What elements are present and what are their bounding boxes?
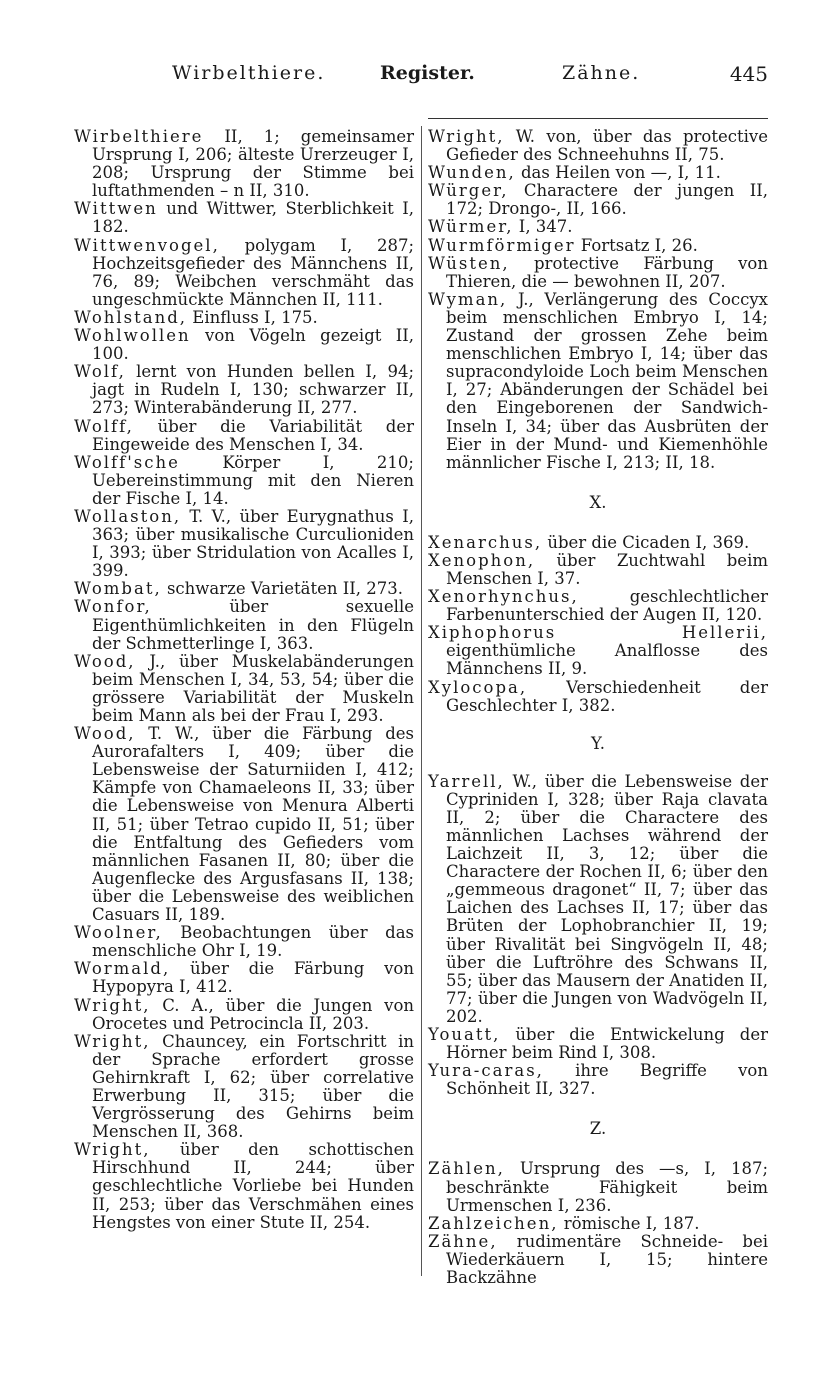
index-entry-text: von Vögeln gezeigt II, 100. xyxy=(92,326,415,364)
index-entry xyxy=(428,1062,768,1098)
header-title: Register. xyxy=(380,62,475,84)
index-entry xyxy=(74,363,414,417)
index-entry-term: Wright, xyxy=(74,1031,151,1051)
index-entry xyxy=(428,1215,768,1233)
entries-x xyxy=(428,534,768,715)
index-entry-term: Wormald, xyxy=(74,959,171,979)
header-right-catchword: Zähne. xyxy=(562,62,641,84)
index-entry-text: schwarze Varietäten II, 273. xyxy=(166,579,404,599)
index-entry-text: polygam I, 287; Hochzeitsgefieder des Männchens II, 76, 89; Weibchen verschmäht das ungeschmückte Männchen II, 111. xyxy=(92,235,415,309)
index-entry xyxy=(74,128,414,200)
index-entry-term: Wüsten, xyxy=(428,253,510,273)
index-entry xyxy=(428,1026,768,1062)
index-entry-text: Chauncey, ein Fortschritt in der Sprache erfordert grosse Gehirnkraft I, 62; über correlative Erwerbung II, 315; über die Vergrösserung des Gehirns beim Menschen II, 368. xyxy=(92,1031,414,1142)
index-entry-term: Wunden, xyxy=(428,163,516,183)
index-entry-text: T. V., über Eurygnathus I, 363; über musikalische Curculioniden I, 393; über Stridulation von Acalles I, 399. xyxy=(92,506,414,581)
index-entry-text: Körper I, 210; Uebereinstimmung mit den Nieren der Fische I, 14. xyxy=(92,452,414,508)
index-entry xyxy=(428,218,768,236)
index-entry xyxy=(74,454,414,508)
index-entry xyxy=(428,679,768,715)
index-entry xyxy=(74,725,414,924)
index-entry-text: rudimentäre Schneide- bei Wiederkäuern I, 15; hintere Backzähne xyxy=(446,1231,768,1287)
index-entry-term: Würmer, xyxy=(428,217,514,237)
index-entry xyxy=(428,291,768,472)
index-entry-text: Ursprung des —s, I, 187; beschränkte Fähigkeit beim Urmenschen I, 236. xyxy=(446,1159,769,1215)
index-entry xyxy=(74,580,414,598)
index-entry-term: Xenarchus, xyxy=(428,532,543,552)
index-entry-text: über sexuelle Eigenthümlichkeiten in den Flügeln der Schmetterlinge I, 363. xyxy=(92,597,414,653)
index-entry xyxy=(74,418,414,454)
index-entry-term: Xenophon, xyxy=(428,550,536,570)
index-entry xyxy=(428,1233,768,1287)
index-entry-text: und Wittwer, Sterblichkeit I, 182. xyxy=(92,199,414,237)
index-entry-term: Wright, xyxy=(428,127,505,146)
section-heading-x: X. xyxy=(589,492,607,512)
index-entry-text: C. A., über die Jungen von Orocetes und Petrocincla II, 203. xyxy=(92,995,415,1033)
index-entry-term: Zähne, xyxy=(428,1231,498,1251)
index-entry-text: eigenthümliche Analflosse des Männchens II, 9. xyxy=(446,641,768,679)
index-entry-term: Yura-caras, xyxy=(428,1061,544,1081)
index-entry xyxy=(428,164,768,182)
index-entry-text: II, 1; gemeinsamer Ursprung I, 206; älteste Urerzeuger I, 208; Ursprung der Stimme bei luftathmenden – n II, 310. xyxy=(92,127,414,201)
index-entry-text: das Heilen von —, I, 11. xyxy=(521,163,721,183)
index-entry-term: Xiphophorus Hellerii, xyxy=(428,623,768,643)
index-entry-text: T. W., über die Färbung des Aurorafalters I, 409; über die Lebensweise der Saturniiden I, 412; Kämpfe von Chamaeleons II, 33; über die Lebensweise von Menura Alberti II, 51; über Tetrao cupido II, 51; über die Entfaltung des Gefieders vom männlichen Fasanen II, 80; über die Augenflecke des Argusfasans II, 138; über die Lebensweise des weiblichen Casuars II, 189. xyxy=(92,724,414,925)
index-entry-term: Xenorhynchus, xyxy=(428,587,579,607)
index-entry xyxy=(74,653,414,725)
index-entry-text: W. von, über das protective Gefieder des Schneehuhns II, 75. xyxy=(446,127,768,165)
index-entry-term: Zählen, xyxy=(428,1159,505,1179)
index-entry xyxy=(74,237,414,309)
entries-y xyxy=(428,773,768,1099)
index-entry-term: Yarrell, xyxy=(428,771,505,791)
index-entry-term: Wood, xyxy=(74,724,136,744)
left-column xyxy=(74,128,414,1232)
index-entry-text: J., über Muskelabänderungen beim Menschen I, 34, 53, 54; über die grössere Variabilität der Muskeln beim Mann als bei der Frau I, 293. xyxy=(92,651,415,725)
index-entry-text: über die Entwickelung der Hörner beim Rind I, 308. xyxy=(446,1025,768,1063)
index-entry-text: geschlechtlicher Farbenunterschied der Augen II, 120. xyxy=(446,587,768,625)
index-entry xyxy=(74,309,414,327)
index-entry-term: Wirbelthiere xyxy=(74,127,204,146)
index-entry xyxy=(74,327,414,363)
index-entry-term: Wyman, xyxy=(428,289,508,309)
index-entry xyxy=(428,237,768,255)
index-entry-text: über die Färbung von Hypopyra I, 412. xyxy=(92,959,414,997)
index-entry-text: Beobachtungen über das menschliche Ohr I, 19. xyxy=(92,923,414,961)
index-entry xyxy=(74,924,414,960)
index-entry-term: Wolff, xyxy=(74,416,134,436)
index-entry-text: Charactere der jungen II, 172; Drongo-, II, 166. xyxy=(446,181,768,219)
index-entry-term: Woolner, xyxy=(74,923,163,943)
index-entry-term: Wood, xyxy=(74,651,136,671)
index-entry-term: Youatt, xyxy=(428,1025,501,1045)
index-entry xyxy=(428,773,768,1026)
index-entry-text: römische I, 187. xyxy=(563,1213,700,1233)
index-entry-term: Wittwenvogel, xyxy=(74,235,220,255)
index-entry xyxy=(428,255,768,291)
index-entry-text: W., über die Lebensweise der Cypriniden I, 328; über Raja clavata II, 2; über die Charactere des männlichen Lachses während der Laichzeit II, 3, 12; über die Charactere der Rochen II, 6; über den „gemmeous dragonet“ II, 7; über das Laichen des Lachses II, 17; über das Brüten der Lophobranchier II, 19; über Rivalität bei Singvögeln II, 48; über die Luftröhre des Schwans II, 55; über das Mausern der Anatiden II, 77; über die Jungen von Wadvögeln II, 202. xyxy=(446,771,768,1026)
section-heading-y: Y. xyxy=(590,733,605,753)
index-entry xyxy=(428,588,768,624)
page-number: 445 xyxy=(729,62,768,86)
index-entry-text: Fortsatz I, 26. xyxy=(580,235,698,255)
index-entry-term: Wohlstand, xyxy=(74,307,188,327)
column-divider xyxy=(421,126,422,1276)
running-header xyxy=(74,62,768,92)
index-entry-term: Wright, xyxy=(74,995,151,1015)
header-left-catchword: Wirbelthiere. xyxy=(172,62,326,84)
entries-w xyxy=(428,128,768,472)
index-entry-term: Wittwen xyxy=(74,199,158,219)
index-entry-term: Xylocopa, xyxy=(428,677,528,697)
index-entry xyxy=(428,128,768,164)
index-entry xyxy=(74,598,414,652)
index-entry-text: I, 347. xyxy=(518,217,573,237)
entries-z xyxy=(428,1160,768,1287)
index-entry-text: protective Färbung von Thieren, die — bewohnen II, 207. xyxy=(446,253,768,291)
section-heading-z: Z. xyxy=(589,1119,607,1139)
index-entry-text: Verschiedenheit der Geschlechter I, 382. xyxy=(446,677,768,715)
index-entry-term: Wonfor, xyxy=(74,597,152,617)
index-entry-text: lernt von Hunden bellen I, 94; jagt in Rudeln I, 130; schwarzer II, 273; Winterabänderung II, 277. xyxy=(92,362,414,418)
index-entry-text: über die Cicaden I, 369. xyxy=(547,532,750,552)
index-entry xyxy=(74,200,414,236)
right-column xyxy=(428,128,768,1287)
index-entry-term: Würger, xyxy=(428,181,509,201)
index-entry-term: Zahlzeichen, xyxy=(428,1213,559,1233)
index-entry-text: über die Variabilität der Eingeweide des Menschen I, 34. xyxy=(92,416,414,454)
index-entry xyxy=(74,1141,414,1231)
index-entry xyxy=(428,1160,768,1214)
index-entry xyxy=(74,960,414,996)
index-entry-term: Wolf, xyxy=(74,362,126,382)
index-entry xyxy=(428,534,768,552)
index-entry xyxy=(428,552,768,588)
index-entry-term: Wright, xyxy=(74,1140,151,1160)
index-entry xyxy=(74,1033,414,1142)
index-entry xyxy=(428,182,768,218)
index-entry-term: Wurmförmiger xyxy=(428,235,576,255)
index-entry xyxy=(74,997,414,1033)
index-entry-text: ihre Begriffe von Schönheit II, 327. xyxy=(446,1061,768,1099)
index-entry-term: Wombat, xyxy=(74,579,162,599)
index-entry-term: Wolff'sche xyxy=(74,452,180,472)
index-entry-text: Einfluss I, 175. xyxy=(192,307,318,327)
index-entry-term: Wohlwollen xyxy=(74,326,191,346)
index-entry xyxy=(74,508,414,580)
index-entry-text: über den schottischen Hirschhund II, 244; über geschlechtliche Vorliebe bei Hunden II, 253; über das Verschmähen eines Hengstes von einer Stute II, 254. xyxy=(92,1140,414,1232)
header-rule xyxy=(428,118,768,119)
index-entry-text: über Zuchtwahl beim Menschen I, 37. xyxy=(446,550,768,588)
index-entry xyxy=(428,624,768,678)
index-entry-term: Wollaston, xyxy=(74,506,182,526)
index-entry-text: J., Verlängerung des Coccyx beim menschlichen Embryo I, 14; Zustand der grossen Zehe beim menschlichen Embryo I, 14; über das supracondyloide Loch beim Menschen I, 27; Abänderungen der Schädel bei den Eingeborenen der Sandwich-Inseln I, 34; über das Ausbrüten der Eier in der Mund- und Kiemenhöhle männlicher Fische I, 213; II, 18. xyxy=(446,289,768,472)
